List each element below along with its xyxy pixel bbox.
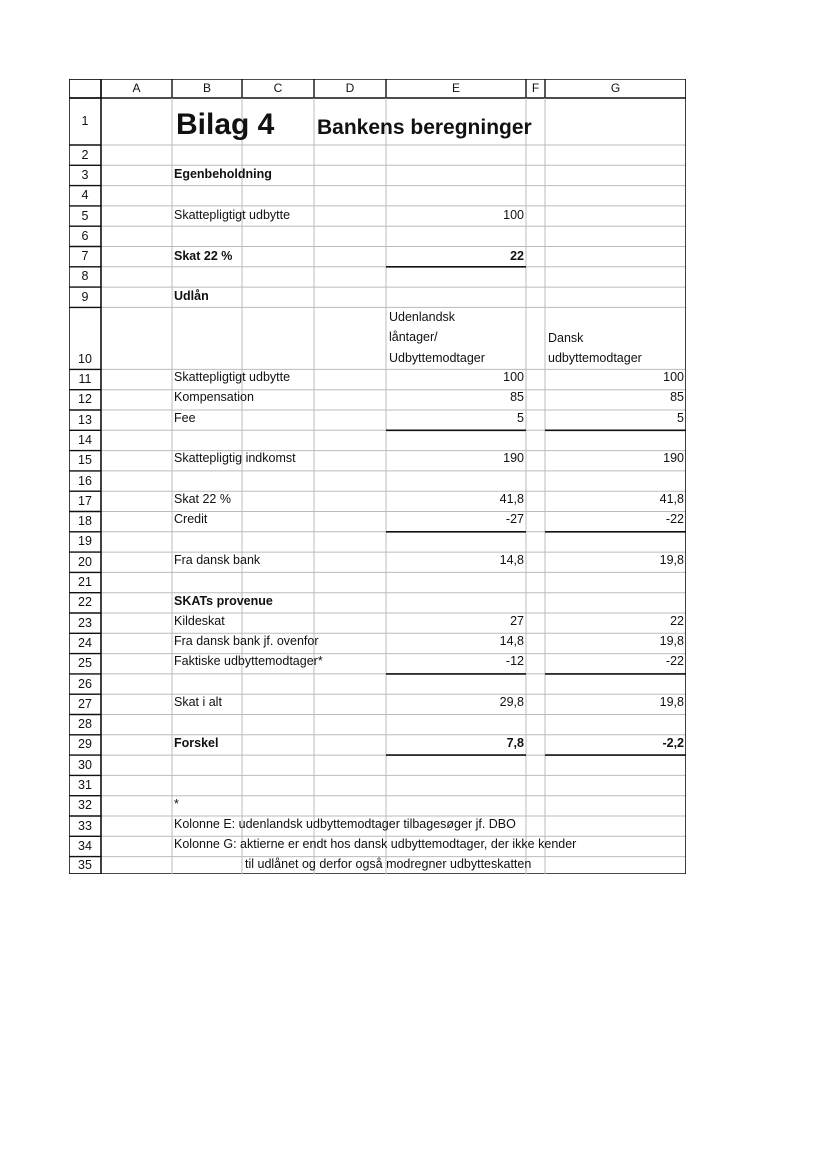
col-e-header-line2: låntager/ <box>389 330 438 344</box>
row-number: 15 <box>78 453 92 468</box>
column-header-a: A <box>132 81 141 95</box>
row-number: 11 <box>78 372 92 387</box>
skat-row-label: Faktiske udbyttemodtager* <box>174 654 323 668</box>
row-number: 9 <box>81 289 89 304</box>
row-number: 6 <box>81 228 89 243</box>
bilag-title: Bilag 4 <box>176 108 275 141</box>
col-g-header-line1: Dansk <box>548 331 584 345</box>
column-header-d: D <box>345 81 355 95</box>
udlaan-row-g: 41,8 <box>659 492 684 506</box>
note-line-2: Kolonne G: aktierne er endt hos dansk udbyttemodtager, der ikke kender <box>174 837 577 851</box>
udlaan-row-e: -27 <box>505 512 524 526</box>
row-number: 31 <box>78 778 92 793</box>
skat-heading: SKATs provenue <box>174 594 273 608</box>
row-number: 3 <box>81 167 89 182</box>
column-header-f: F <box>531 81 540 95</box>
skat-row-g: -2,2 <box>662 736 684 750</box>
row-number: 19 <box>78 534 92 549</box>
udlaan-row-e: 100 <box>503 370 524 384</box>
spreadsheet-grid <box>69 79 686 874</box>
spreadsheet <box>69 79 686 874</box>
col-e-header-line3: Udbyttemodtager <box>389 351 485 365</box>
udlaan-row-g: 5 <box>677 411 684 425</box>
note-line-3: til udlånet og derfor også modregner udbytteskatten <box>245 857 532 871</box>
skat-row-label: Skat i alt <box>174 695 222 709</box>
row-number: 29 <box>78 737 92 752</box>
row-number: 12 <box>78 392 92 407</box>
skat-row-g: -22 <box>665 654 684 668</box>
skat-row-label: Fra dansk bank jf. ovenfor <box>174 634 319 648</box>
udlaan-row-e: 190 <box>503 451 524 465</box>
udlaan-row-g: 100 <box>663 370 684 384</box>
row-number: 20 <box>78 554 92 569</box>
udlaan-row-label: Skattepligtigt udbytte <box>174 370 291 384</box>
udlaan-row-label: Fee <box>174 411 196 425</box>
row-number: 17 <box>78 493 92 508</box>
udlaan-row-label: Kompensation <box>174 390 254 404</box>
row-number: 18 <box>78 514 92 529</box>
row-number: 1 <box>81 114 89 128</box>
skat-row-label: Forskel <box>174 736 219 750</box>
row-number: 24 <box>78 635 92 650</box>
row-number: 2 <box>81 147 89 162</box>
skat-row-g: 22 <box>670 614 684 628</box>
row-number: 4 <box>81 188 89 203</box>
row-number: 32 <box>78 798 92 813</box>
row-number: 23 <box>78 615 92 630</box>
row-number: 35 <box>78 857 92 872</box>
row-number: 33 <box>78 818 92 833</box>
egenbeholdning-heading: Egenbeholdning <box>174 167 272 181</box>
note-star: * <box>174 797 179 811</box>
row-number: 21 <box>78 575 92 590</box>
row-number: 13 <box>78 412 92 427</box>
col-g-header-line2: udbyttemodtager <box>548 351 642 365</box>
row-number: 14 <box>78 432 92 447</box>
udlaan-row-e: 41,8 <box>499 492 524 506</box>
row-number: 22 <box>78 595 92 610</box>
row-number: 34 <box>78 838 92 853</box>
column-header-g: G <box>610 81 621 95</box>
udlaan-row-g: 190 <box>663 451 684 465</box>
column-header-b: B <box>202 81 211 95</box>
egen-skat-value: 22 <box>510 249 524 263</box>
row-number: 16 <box>78 473 92 488</box>
row-number: 7 <box>81 249 89 264</box>
skat-row-label: Kildeskat <box>174 614 225 628</box>
row-number: 10 <box>78 352 92 367</box>
skat-row-e: 27 <box>510 614 524 628</box>
row-number: 8 <box>81 269 89 284</box>
sheet-subtitle: Bankens beregninger <box>317 116 532 139</box>
skat-row-e: -12 <box>505 654 524 668</box>
udlaan-heading: Udlån <box>174 289 209 303</box>
row-number: 28 <box>78 717 92 732</box>
row-number: 30 <box>78 757 92 772</box>
row-number: 26 <box>78 676 92 691</box>
udlaan-row-g: 19,8 <box>659 553 684 567</box>
row-number: 25 <box>78 656 92 671</box>
note-line-1: Kolonne E: udenlandsk udbyttemodtager tilbagesøger jf. DBO <box>174 817 516 831</box>
skat-row-g: 19,8 <box>659 634 684 648</box>
udlaan-row-label: Skat 22 % <box>174 492 231 506</box>
column-header-e: E <box>451 81 460 95</box>
udlaan-row-e: 14,8 <box>499 553 524 567</box>
skat-row-e: 14,8 <box>499 634 524 648</box>
udlaan-row-e: 85 <box>510 390 524 404</box>
udlaan-row-label: Credit <box>174 512 208 526</box>
column-header-c: C <box>273 81 283 95</box>
skat-row-e: 29,8 <box>499 695 524 709</box>
egen-skattepligtigt-value: 100 <box>503 208 524 222</box>
row-number: 5 <box>81 208 89 223</box>
udlaan-row-g: 85 <box>670 390 684 404</box>
col-e-header-line1: Udenlandsk <box>389 310 456 324</box>
udlaan-row-label: Skattepligtig indkomst <box>174 451 296 465</box>
egen-skat-label: Skat 22 % <box>174 249 233 263</box>
udlaan-row-label: Fra dansk bank <box>174 553 261 567</box>
udlaan-row-e: 5 <box>517 411 524 425</box>
egen-skattepligtigt-label: Skattepligtigt udbytte <box>174 208 291 222</box>
row-number: 27 <box>78 696 92 711</box>
skat-row-e: 7,8 <box>506 736 524 750</box>
udlaan-row-g: -22 <box>665 512 684 526</box>
skat-row-g: 19,8 <box>659 695 684 709</box>
